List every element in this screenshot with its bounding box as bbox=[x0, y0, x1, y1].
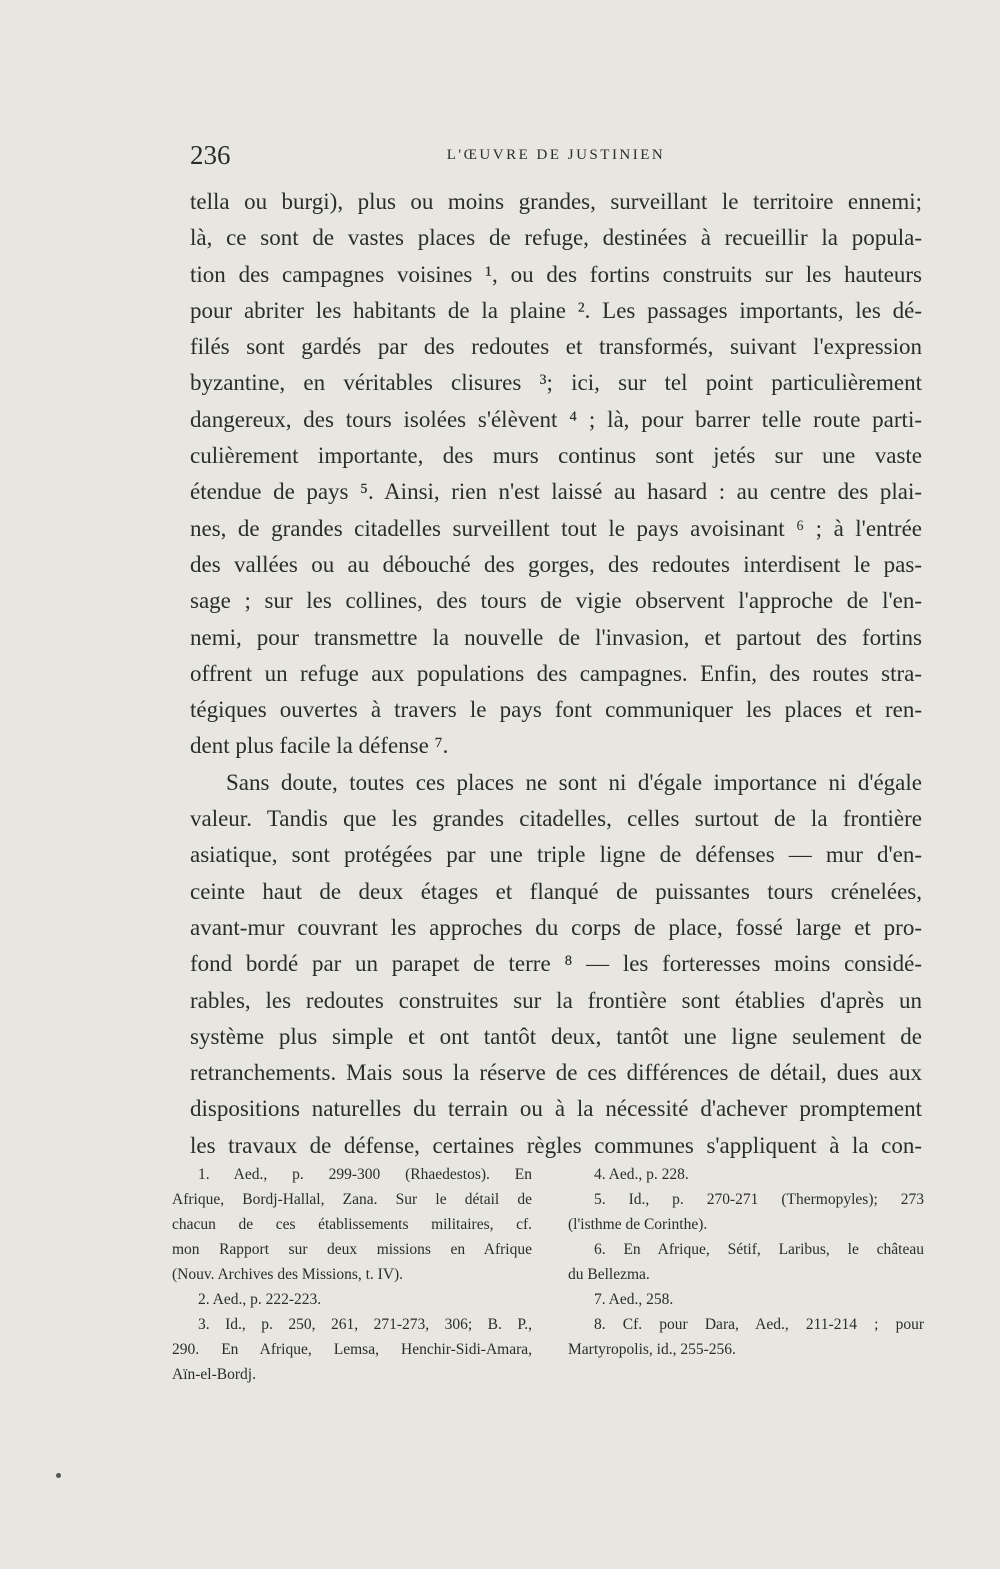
footnote-line: chacun de ces établissements militaires, cf. bbox=[172, 1216, 532, 1233]
text-line: fond bordé par un parapet de terre ⁸ — les forteresses moins considé- bbox=[190, 951, 922, 977]
text-line: les travaux de défense, certaines règles communes s'appliquent à la con- bbox=[190, 1132, 922, 1158]
text-line: tégiques ouvertes à travers le pays font communiquer les places et ren- bbox=[190, 697, 922, 723]
footnote-line: du Bellezma. bbox=[568, 1266, 650, 1283]
footnote-line: 3. Id., p. 250, 261, 271-273, 306; B. P., bbox=[198, 1316, 532, 1333]
footnote-line: 5. Id., p. 270-271 (Thermopyles); 273 bbox=[594, 1191, 924, 1208]
text-line: dispositions naturelles du terrain ou à la nécessité d'achever promptement bbox=[190, 1096, 922, 1122]
footnote-line: 7. Aed., 258. bbox=[594, 1291, 674, 1308]
text-line: tella ou burgi), plus ou moins grandes, surveillant le territoire ennemi; bbox=[190, 189, 922, 214]
footnotes-left-column bbox=[172, 1162, 532, 1387]
footnote-line: Afrique, Bordj-Hallal, Zana. Sur le détail de bbox=[172, 1191, 532, 1208]
text-line: pour abriter les habitants de la plaine ². Les passages importants, les dé- bbox=[190, 297, 922, 323]
text-line: tion des campagnes voisines ¹, ou des fortins construits sur les hauteurs bbox=[190, 261, 922, 287]
text-line: byzantine, en véritables clisures ³; ici, sur tel point particulièrement bbox=[190, 370, 922, 396]
footnote-line: (Nouv. Archives des Missions, t. IV). bbox=[172, 1266, 404, 1283]
text-line: asiatique, sont protégées par une triple ligne de défenses — mur d'en- bbox=[190, 842, 922, 868]
text-line: là, ce sont de vastes places de refuge, destinées à recueillir la popula- bbox=[190, 225, 922, 251]
footnotes-right-column bbox=[568, 1162, 924, 1362]
text-line: offrent un refuge aux populations des campagnes. Enfin, des routes stra- bbox=[190, 660, 922, 686]
footnote-line: 6. En Afrique, Sétif, Laribus, le château bbox=[594, 1241, 924, 1258]
footnote-line: 4. Aed., p. 228. bbox=[594, 1166, 689, 1183]
text-line: retranchements. Mais sous la réserve de ces différences de détail, dues aux bbox=[190, 1060, 922, 1086]
footnote-line: mon Rapport sur deux missions en Afrique bbox=[172, 1241, 532, 1258]
running-title: L'ŒUVRE DE JUSTINIEN bbox=[446, 147, 666, 163]
footnote-line: 1. Aed., p. 299-300 (Rhaedestos). En bbox=[198, 1166, 532, 1183]
text-line: rables, les redoutes construites sur la frontière sont établies d'après un bbox=[190, 987, 922, 1013]
text-line: filés sont gardés par des redoutes et transformés, suivant l'expression bbox=[190, 334, 922, 360]
text-line: culièrement importante, des murs continus sont jetés sur une vaste bbox=[190, 443, 922, 469]
footnote-line: 290. En Afrique, Lemsa, Henchir-Sidi-Amara, bbox=[172, 1341, 532, 1358]
ink-speck bbox=[56, 1473, 61, 1478]
text-line: dent plus facile la défense ⁷. bbox=[190, 733, 449, 759]
footnote-line: 2. Aed., p. 222-223. bbox=[198, 1291, 322, 1308]
footnote-line: (l'isthme de Corinthe). bbox=[568, 1216, 708, 1233]
text-line: valeur. Tandis que les grandes citadelles, celles surtout de la frontière bbox=[190, 806, 922, 832]
text-line: avant-mur couvrant les approches du corps de place, fossé large et pro- bbox=[190, 914, 922, 940]
text-line: nes, de grandes citadelles surveillent tout le pays avoisinant ⁶ ; à l'entrée bbox=[190, 515, 922, 541]
text-line: étendue de pays ⁵. Ainsi, rien n'est laissé au hasard : au centre des plai- bbox=[190, 479, 922, 505]
page-number: 236 bbox=[190, 140, 231, 170]
footnote-line: Martyropolis, id., 255-256. bbox=[568, 1341, 736, 1358]
text-line: ceinte haut de deux étages et flanqué de puissantes tours crénelées, bbox=[190, 878, 922, 904]
text-line: dangereux, des tours isolées s'élèvent ⁴ ; là, pour barrer telle route parti- bbox=[190, 406, 922, 432]
footnote-line: Aïn-el-Bordj. bbox=[172, 1366, 256, 1383]
body-text bbox=[190, 184, 922, 1164]
footnote-line: 8. Cf. pour Dara, Aed., 211-214 ; pour bbox=[594, 1316, 924, 1333]
page-header bbox=[190, 140, 922, 180]
text-line: sage ; sur les collines, des tours de vigie observent l'approche de l'en- bbox=[190, 588, 922, 614]
text-line: système plus simple et ont tantôt deux, tantôt une ligne seulement de bbox=[190, 1023, 922, 1049]
text-line: Sans doute, toutes ces places ne sont ni d'égale importance ni d'égale bbox=[226, 769, 922, 795]
text-line: des vallées ou au débouché des gorges, des redoutes interdisent le pas- bbox=[190, 551, 922, 577]
text-line: nemi, pour transmettre la nouvelle de l'invasion, et partout des fortins bbox=[190, 624, 922, 650]
